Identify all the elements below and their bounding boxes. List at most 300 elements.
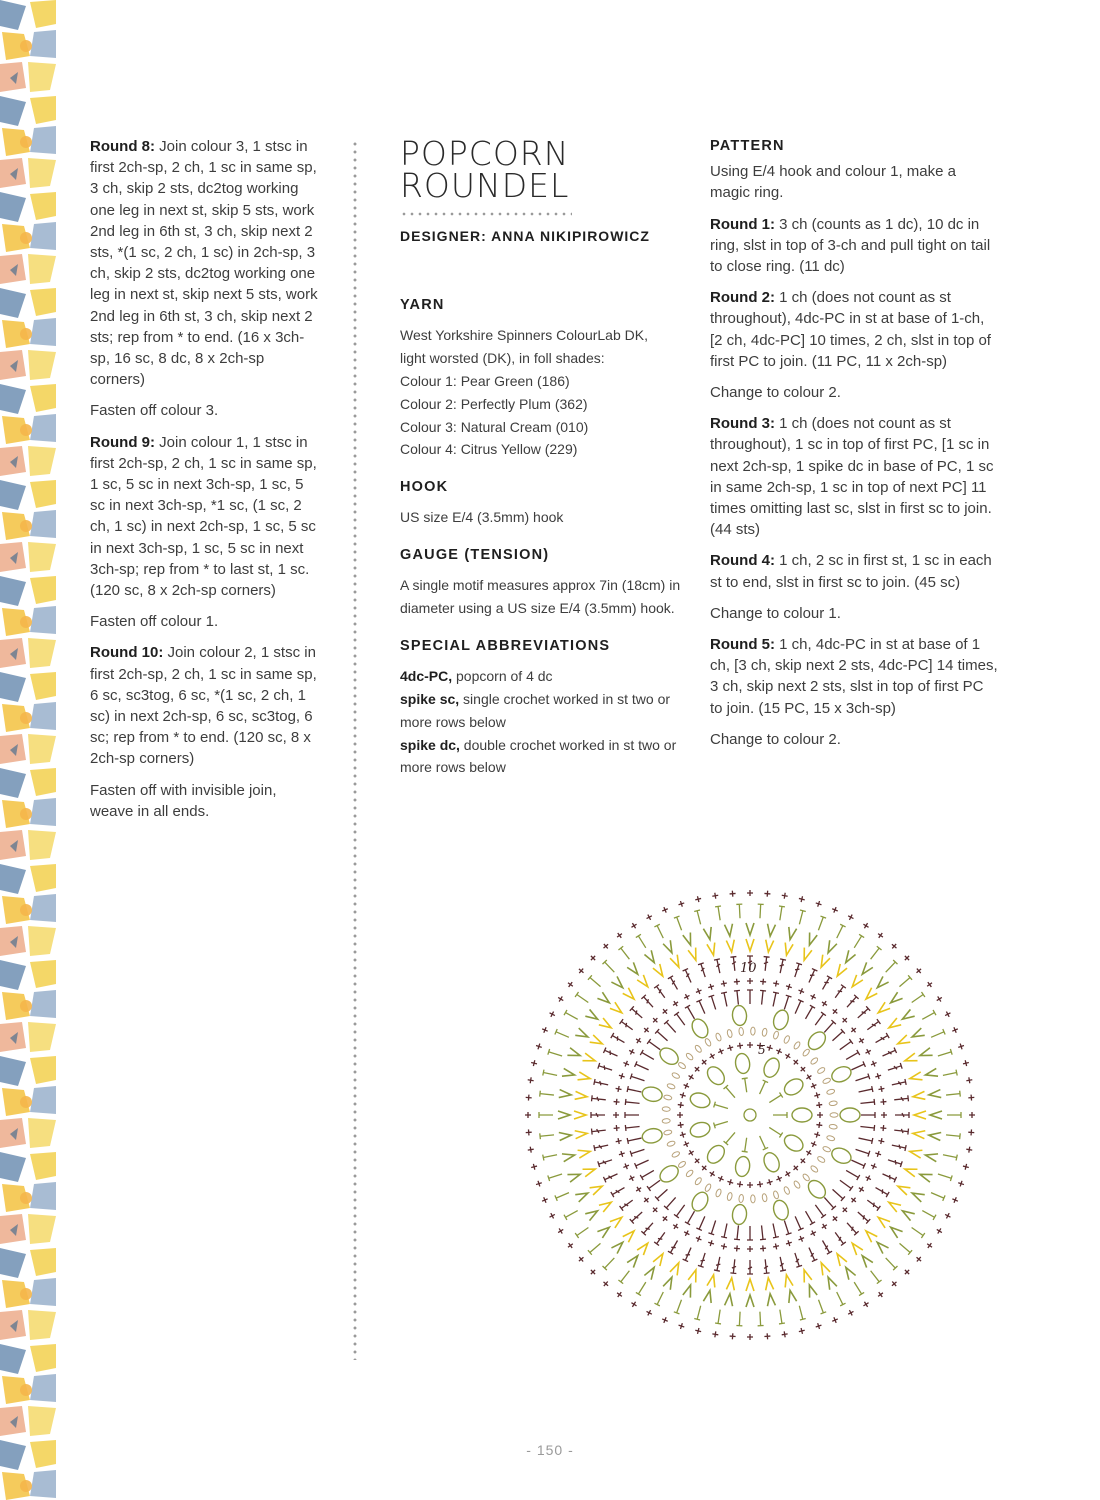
chart-sc-mark [815, 900, 823, 908]
chart-v-mark [637, 975, 651, 989]
chart-sc-mark [530, 1060, 537, 1067]
chart-sc-mark [968, 1129, 974, 1135]
round-10 [90, 642, 320, 769]
chart-v-mark [653, 1252, 666, 1266]
chart-v-mark [783, 1274, 793, 1287]
chart-sc-mark [966, 1146, 973, 1153]
chart-stitch-mark [861, 1112, 875, 1118]
chart-v-mark [849, 975, 863, 989]
round-1 [710, 214, 1000, 278]
chart-v-mark [644, 1265, 657, 1279]
chart-dc-mark [714, 1256, 723, 1271]
chart-sc-mark [944, 1212, 952, 1220]
chart-stitch-mark [898, 1241, 913, 1255]
title-line-2: ROUNDEL [400, 166, 570, 205]
chart-v-mark [913, 1091, 926, 1100]
chart-chain-mark [667, 1083, 676, 1090]
chart-popcorn-mark [829, 1064, 853, 1085]
round-2 [710, 287, 1000, 372]
chart-stitch-mark [654, 924, 666, 939]
chart-stitch-mark [724, 1085, 738, 1100]
chart-v-mark [904, 1053, 918, 1065]
chart-v-mark [611, 976, 625, 990]
chart-sc-mark [634, 1185, 642, 1193]
chart-sc-mark [903, 954, 911, 962]
chart-dc-mark [881, 1171, 896, 1182]
chart-rings [525, 890, 975, 1340]
chart-v-mark [559, 1131, 572, 1140]
chart-v-mark [925, 1068, 938, 1078]
chart-chain-mark [677, 1061, 686, 1069]
chart-chain-mark [826, 1135, 835, 1141]
chart-v-mark [726, 940, 735, 953]
chart-v-mark [834, 964, 847, 978]
chart-stitch-mark [618, 946, 631, 961]
chart-sc-mark [679, 1092, 686, 1099]
chart-sc-mark [799, 1065, 807, 1073]
mosaic-border [0, 0, 56, 1500]
chart-dc-mark [874, 1185, 889, 1197]
chart-sc-mark [810, 1140, 818, 1148]
chart-stitch-mark [655, 1029, 669, 1043]
chart-stitch-mark [664, 1020, 678, 1034]
chart-sc-mark [602, 1280, 610, 1288]
chart-stitch-mark [816, 1299, 826, 1314]
chart-chain-mark [762, 1028, 768, 1037]
abbreviation-item [400, 734, 685, 780]
chart-chain-mark [802, 1048, 811, 1057]
chart-sc-mark [693, 1157, 701, 1165]
chart-stitch-mark [640, 1168, 655, 1180]
chart-sc-mark [700, 1164, 708, 1172]
chart-stitch-mark [910, 1225, 925, 1238]
chart-v-mark [623, 988, 637, 1002]
chart-sc-mark [847, 913, 855, 921]
chart-v-mark [597, 1224, 611, 1238]
chart-popcorn-mark [761, 1150, 782, 1174]
chart-dc-mark [887, 1157, 902, 1167]
round-4 [710, 550, 1000, 592]
chart-chain-mark [704, 1038, 712, 1047]
chart-popcorn-mark [782, 1076, 806, 1099]
chart-dc-mark [620, 1019, 635, 1032]
chart-sc-mark [541, 1196, 549, 1204]
chart-sc-mark [760, 978, 767, 985]
chart-sc-mark [737, 1042, 744, 1049]
chart-stitch-mark [942, 1070, 957, 1079]
chart-stitch-mark [575, 1225, 590, 1238]
chart-sc-mark [890, 1280, 898, 1288]
chart-v-mark [925, 1151, 938, 1161]
chart-v-mark [558, 1111, 570, 1119]
pattern-title [400, 134, 685, 205]
chart-v-mark [610, 1214, 624, 1228]
chart-chain-mark [662, 1118, 670, 1123]
dotted-divider [353, 140, 357, 1360]
chart-sc-mark [645, 913, 653, 921]
pattern-intro: Using E/4 hook and colour 1, make a magic ring. [710, 163, 956, 202]
chart-v-mark [842, 950, 855, 964]
chart-stitch-mark [770, 1223, 779, 1238]
chart-dc-mark [714, 959, 723, 974]
gauge-text: A single motif measures approx 7in (18cm) in diameter using a US size E/4 (3.5mm) hook. [400, 577, 681, 617]
chart-stitch-mark [664, 1195, 678, 1209]
abbreviations-heading: SPECIAL ABBREVIATIONS [400, 637, 611, 654]
chart-sc-mark [734, 1245, 741, 1252]
chart-chain-mark [751, 1027, 756, 1035]
chart-sc-mark [903, 1268, 911, 1276]
chart-v-mark [683, 1284, 695, 1298]
chart-dc-mark [833, 985, 846, 1000]
chart-sc-mark [797, 1235, 805, 1243]
chart-v-mark [876, 1002, 890, 1016]
chart-stitch-mark [831, 1187, 845, 1201]
chart-dc-mark [641, 995, 655, 1009]
chart-sc-mark [747, 1042, 753, 1048]
title-dotted-rule [400, 211, 572, 217]
chart-stitch-mark [655, 1187, 669, 1201]
chart-dc-mark [894, 1095, 909, 1102]
chart-stitch-mark [782, 1220, 792, 1235]
chart-stitch-mark [830, 1029, 844, 1043]
chart-stitch-mark [855, 1074, 870, 1084]
chart-sc-mark [747, 1182, 753, 1188]
chart-dc-mark [591, 1112, 605, 1118]
chart-stitch-mark [937, 1171, 952, 1181]
chart-v-mark [766, 1293, 775, 1306]
chart-stitch-mark [742, 1137, 750, 1152]
chart-magic-ring [744, 1109, 756, 1121]
chart-sc-mark [792, 1058, 800, 1066]
chart-sc-mark [935, 1227, 943, 1235]
round-1-label: Round 1: [710, 215, 775, 233]
chart-stitch-mark [773, 1112, 787, 1118]
chart-sc-mark [775, 1047, 783, 1055]
chart-stitch-mark [540, 1091, 555, 1098]
chart-stitch-mark [708, 1220, 718, 1235]
chart-sc-mark [951, 1196, 959, 1204]
chart-v-mark [919, 1171, 933, 1183]
chart-dc-mark [856, 1006, 870, 1020]
chart-v-mark [590, 1035, 604, 1047]
change-to-colour-2-final: Change to colour 2. [710, 730, 841, 748]
chart-v-mark [670, 1261, 682, 1275]
chart-sc-mark [634, 1036, 642, 1044]
chart-sc-mark [864, 1048, 872, 1056]
chart-v-mark [874, 1239, 888, 1253]
chart-stitch-mark [721, 1223, 730, 1238]
chart-stitch-mark [860, 1099, 875, 1106]
round-8 [90, 136, 320, 390]
chart-sc-mark [727, 1179, 734, 1186]
chart-sc-mark [677, 1102, 684, 1109]
chart-popcorn-mark [657, 1162, 681, 1185]
chart-v-mark [800, 1269, 812, 1283]
chart-stitch-mark [781, 995, 791, 1010]
chart-v-mark [887, 1199, 901, 1212]
chart-stitch-mark [883, 1256, 897, 1270]
yarn-line: Colour 4: Citrus Yellow (229) [400, 441, 578, 458]
abbreviation-item [400, 688, 685, 734]
chart-stitch-mark [937, 1049, 952, 1059]
chart-v-mark [683, 932, 695, 946]
chart-sc-mark [847, 1309, 855, 1317]
chart-stitch-mark [630, 1147, 645, 1157]
chart-stitch-mark [930, 1190, 945, 1201]
chart-sc-mark [622, 1162, 630, 1170]
chart-chain-mark [704, 1183, 712, 1192]
chart-sc-mark [817, 1112, 823, 1118]
chart-round-label-10: 10 [740, 961, 757, 976]
chart-stitch-mark [921, 1010, 936, 1022]
chart-sc-mark [677, 1122, 684, 1129]
chart-sc-mark [613, 1125, 620, 1132]
chart-v-mark [688, 1269, 700, 1283]
chart-stitch-mark [555, 1190, 570, 1201]
chart-sc-mark [857, 1185, 865, 1193]
chart-v-mark [707, 943, 717, 956]
chart-stitch-mark [822, 1195, 836, 1209]
chart-dc-mark [874, 1033, 889, 1045]
chart-sc-mark [813, 1131, 820, 1138]
chart-stitch-mark [796, 1305, 805, 1320]
chart-dc-mark [806, 969, 817, 984]
chart-v-mark [703, 927, 713, 940]
chart-stitch-mark [694, 910, 703, 925]
chart-dc-mark [594, 1142, 609, 1151]
chart-chain-mark [685, 1169, 694, 1178]
round-8-text: Join colour 3, 1 stsc in first 2ch-sp, 2 ch, 1 sc in same sp, 3 ch, skip 2 sts, dc2tog working one leg in next st, skip 5 sts, work 2nd leg in 6th st, 3 ch, skip next 2 sts, *(1 sc, 2 ch, 1 sc) in 2ch-sp, 3 ch, skip 2 sts, dc2tog working one leg in next st, skip next 5 sts, work 2nd leg in 6th st, 3 ch, skip next 2 sts; rep from * to end. (16 x 3ch-sp, 16 sc, 8 dc, 8 x 2ch-sp corners) [90, 138, 318, 389]
chart-sc-mark [535, 1043, 543, 1051]
chart-sc-mark [781, 892, 788, 899]
chart-sc-mark [695, 1327, 702, 1334]
chart-sc-mark [618, 1150, 625, 1157]
chart-sc-mark [622, 1060, 630, 1068]
chart-sc-mark [525, 1112, 531, 1118]
chart-sc-mark [815, 1322, 823, 1330]
chart-sc-mark [874, 1150, 881, 1157]
chart-sc-mark [831, 1316, 839, 1324]
chart-stitch-mark [850, 1157, 865, 1168]
chart-chain-mark [783, 1035, 790, 1044]
yarn-details [400, 324, 685, 461]
chart-stitch-mark [685, 1005, 697, 1020]
chart-stitch-mark [736, 904, 743, 918]
chart-v-mark [611, 1239, 625, 1253]
chart-v-mark [783, 943, 793, 956]
chart-stitch-mark [625, 1124, 640, 1131]
chart-sc-mark [642, 1196, 650, 1204]
chart-sc-mark [878, 1138, 885, 1145]
chart-v-mark [910, 1189, 924, 1201]
yarn-line: Colour 2: Perfectly Plum (362) [400, 395, 588, 412]
fasten-off-final: Fasten off with invisible join, weave in all ends. [90, 781, 277, 820]
chart-stitch-mark [813, 1012, 826, 1027]
chart-v-mark [575, 1028, 589, 1040]
chart-dc-mark [856, 1210, 870, 1224]
chart-sc-mark [577, 1255, 585, 1263]
chart-v-mark [610, 1002, 624, 1016]
chart-stitch-mark [588, 1241, 603, 1255]
chart-stitch-mark [714, 1102, 729, 1112]
chart-sc-mark [962, 1060, 969, 1067]
chart-sc-mark [630, 1300, 638, 1308]
chart-sc-mark [799, 1157, 807, 1165]
fasten-off-colour-1: Fasten off colour 1. [90, 613, 219, 631]
chart-v-mark [562, 1068, 575, 1078]
chart-chain-mark [751, 1195, 756, 1203]
chart-sc-mark [707, 1239, 714, 1246]
chart-stitch-mark [898, 975, 913, 989]
chart-dc-mark [630, 1210, 644, 1224]
round-8-label: Round 8: [90, 138, 155, 155]
chart-v-mark [818, 955, 830, 969]
chart-dc-mark [641, 1221, 655, 1235]
chart-sc-mark [615, 1290, 623, 1298]
chart-sc-mark [548, 1010, 556, 1018]
chart-v-mark [746, 1295, 754, 1307]
chart-dc-mark [891, 1142, 906, 1151]
chart-sc-mark [642, 1026, 650, 1034]
chart-v-mark [863, 988, 877, 1002]
chart-v-mark [900, 1009, 914, 1022]
round-2-label: Round 2: [710, 289, 775, 307]
chart-stitch-mark [696, 1000, 707, 1015]
chart-sc-mark [951, 1026, 959, 1034]
chart-stitch-mark [734, 1225, 741, 1240]
chart-stitch-mark [768, 1125, 783, 1138]
chart-v-mark [726, 1277, 735, 1290]
chart-chain-mark [822, 1146, 831, 1153]
chart-sc-mark [766, 1044, 773, 1051]
middle-column [400, 136, 685, 779]
chart-stitch-mark [696, 1215, 707, 1230]
chart-stitch-mark [627, 1135, 642, 1144]
round-9 [90, 432, 320, 602]
chart-stitch-mark [768, 1093, 783, 1106]
chart-stitch-mark [588, 975, 603, 989]
chart-stitch-mark [852, 1281, 864, 1296]
chart-chain-mark [773, 1190, 780, 1199]
chart-v-mark [800, 948, 812, 962]
chart-v-mark [896, 1183, 910, 1195]
chart-v-mark [919, 1048, 933, 1060]
chart-stitch-mark [636, 934, 648, 949]
chart-stitch-mark [868, 946, 881, 961]
chart-sc-mark [535, 1180, 543, 1188]
round-1-text: 3 ch (counts as 1 dc), 10 dc in ring, slst in top of 3-ch and pull tight on tail to close ring. (11 dc) [710, 215, 991, 276]
chart-sc-mark [870, 1060, 878, 1068]
chart-popcorn-mark [657, 1045, 681, 1068]
chart-v-mark [914, 1111, 926, 1119]
hook-text: US size E/4 (3.5mm) hook [400, 509, 564, 526]
chart-sc-mark [915, 1255, 923, 1263]
chart-stitch-mark [736, 1312, 743, 1326]
chart-sc-mark [717, 1175, 725, 1183]
chart-dc-mark [762, 1259, 769, 1274]
chart-v-mark [663, 940, 675, 954]
chart-sc-mark [695, 1235, 703, 1243]
chart-sc-mark [849, 1026, 857, 1034]
chart-sc-mark [766, 1179, 773, 1186]
chart-sc-mark [661, 906, 669, 914]
chart-chain-mark [663, 1130, 672, 1136]
chart-sc-mark [925, 1241, 933, 1249]
chart-stitch-mark [674, 916, 684, 931]
chart-v-mark [909, 1148, 922, 1158]
chart-v-mark [562, 1151, 575, 1161]
chart-v-mark [764, 940, 773, 953]
chart-v-mark [707, 1274, 717, 1287]
chart-v-mark [888, 1224, 902, 1238]
yarn-line: Colour 3: Natural Cream (010) [400, 418, 589, 435]
chart-sc-mark [764, 890, 770, 896]
chart-sc-mark [773, 1243, 780, 1250]
chart-popcorn-mark [731, 1005, 747, 1026]
chart-stitch-mark [757, 1135, 768, 1150]
chart-stitch-mark [674, 1299, 684, 1314]
chart-stitch-mark [635, 1157, 650, 1168]
chart-stitch-mark [603, 1256, 617, 1270]
round-4-label: Round 4: [710, 552, 775, 570]
chart-sc-mark [890, 942, 898, 950]
chart-sc-mark [613, 1112, 619, 1118]
chart-stitch-mark [930, 1029, 945, 1040]
chart-dc-mark [866, 1019, 881, 1032]
chart-sc-mark [720, 1243, 727, 1250]
chart-stitch-mark [946, 1091, 961, 1098]
chart-v-mark [824, 940, 836, 954]
chart-v-mark [688, 948, 700, 962]
chart-v-mark [663, 1275, 675, 1289]
chart-chain-mark [783, 1186, 790, 1195]
chart-chain-mark [829, 1101, 838, 1106]
chart-sc-mark [615, 931, 623, 939]
chart-sc-mark [785, 1239, 792, 1246]
chart-stitch-mark [759, 990, 766, 1005]
chart-sc-mark [557, 995, 565, 1003]
chart-v-mark [859, 962, 873, 976]
chart-stitch-mark [845, 1050, 860, 1062]
chart-chain-mark [817, 1156, 826, 1164]
chart-sc-mark [566, 1241, 574, 1249]
chart-sc-mark [925, 980, 933, 988]
chart-sc-mark [541, 1026, 549, 1034]
chart-stitch-mark [747, 990, 753, 1004]
round-9-label: Round 9: [90, 433, 155, 451]
chart-dc-mark [611, 1185, 626, 1197]
chart-v-mark [597, 992, 611, 1006]
yarn-heading: YARN [400, 297, 445, 314]
chart-sc-mark [966, 1077, 973, 1084]
chart-stitch-mark [543, 1152, 558, 1161]
chart-sc-mark [678, 900, 686, 908]
chart-sc-mark [615, 1085, 622, 1092]
chart-sc-mark [645, 1309, 653, 1317]
chart-stitch-mark [822, 1020, 836, 1034]
chart-sc-mark [792, 1164, 800, 1172]
chart-popcorn-mark [782, 1132, 806, 1155]
chart-v-mark [574, 1111, 586, 1119]
chart-stitch-mark [884, 960, 898, 974]
chart-dc-mark [598, 1063, 613, 1073]
chart-stitch-mark [539, 1112, 553, 1118]
chart-chain-mark [810, 1165, 819, 1174]
chart-round-label-5: 5 [758, 1043, 766, 1057]
chart-chain-mark [667, 1140, 676, 1147]
chart-v-mark [896, 1035, 910, 1047]
chart-stitch-mark [636, 1281, 648, 1296]
